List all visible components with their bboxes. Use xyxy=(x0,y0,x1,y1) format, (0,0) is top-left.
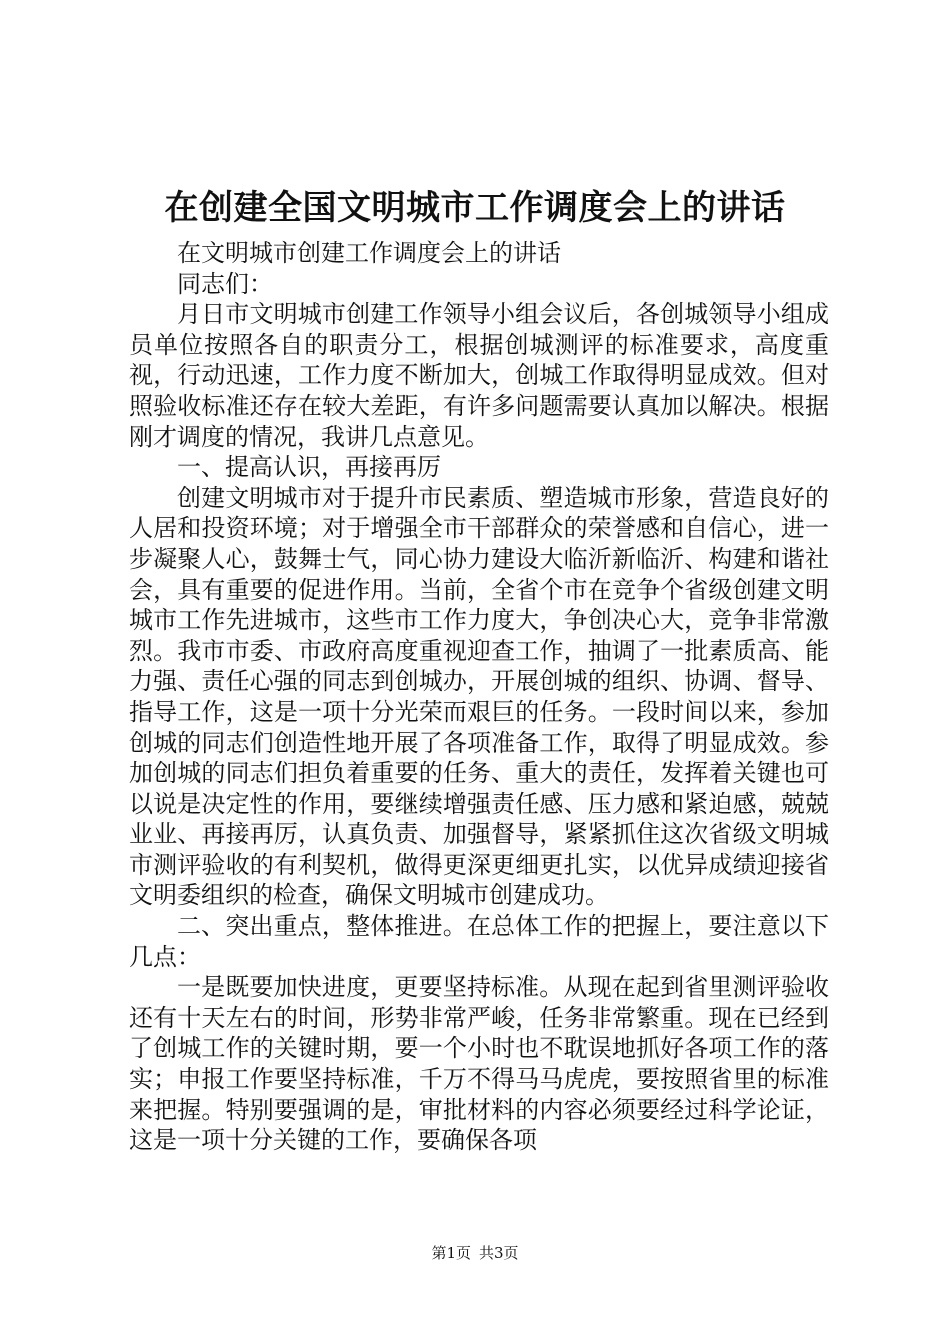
body-paragraph-point-1: 一是既要加快进度，更要坚持标准。从现在起到省里测评验收还有十天左右的时间，形势非常严峻，任务非常繁重。现在已经到了创城工作的关键时期，要一个小时也不耽误地抓好各项工作的落实；申报工作要坚持标准，千万不得马马虎虎，要按照省里的标准来把握。特别要强调的是，审批材料的内容必须要经过科学论证，这是一项十分关键的工作，要确保各项 xyxy=(129,973,829,1155)
page-footer xyxy=(0,1242,950,1264)
body-paragraph-intro: 月日市文明城市创建工作领导小组会议后，各创城领导小组成员单位按照各自的职责分工，根据创城测评的标准要求，高度重视，行动迅速，工作力度不断加大，创城工作取得明显成效。但对照验收标准还存在较大差距，有许多问题需要认真加以解决。根据刚才调度的情况，我讲几点意见。 xyxy=(129,300,829,451)
body-paragraph-section-1: 创建文明城市对于提升市民素质、塑造城市形象，营造良好的人居和投资环境；对于增强全市干部群众的荣誉感和自信心，进一步凝聚人心，鼓舞士气，同心协力建设大临沂新临沂、构建和谐社会，具有重要的促进作用。当前，全省个市在竞争个省级创建文明城市工作先进城市，这些市工作力度大，争创决心大，竞争非常激烈。我市市委、市政府高度重视迎查工作，抽调了一批素质高、能力强、责任心强的同志到创城办，开展创城的组织、协调、督导、指导工作，这是一项十分光荣而艰巨的任务。一段时间以来，参加创城的同志们创造性地开展了各项准备工作，取得了明显成效。参加创城的同志们担负着重要的任务、重大的责任，发挥着关键也可以说是决定性的作用，要继续增强责任感、压力感和紧迫感，兢兢业业、再接再厉，认真负责、加强督导，紧紧抓住这次省级文明城市测评验收的有利契机，做得更深更细更扎实，以优异成绩迎接省文明委组织的检查，确保文明城市创建成功。 xyxy=(129,483,829,910)
section-heading-1: 一、提高认识，再接再厉 xyxy=(177,453,441,482)
salutation: 同志们： xyxy=(177,269,273,298)
speech-heading: 在文明城市创建工作调度会上的讲话 xyxy=(177,239,561,267)
document-body xyxy=(129,238,829,1156)
page-total: 共3页 xyxy=(479,1244,519,1262)
page-number: 第1页 xyxy=(431,1244,471,1262)
document-title: 在创建全国文明城市工作调度会上的讲话 xyxy=(164,188,786,228)
section-heading-2: 二、突出重点，整体推进。在总体工作的把握上，要注意以下几点： xyxy=(129,912,829,971)
